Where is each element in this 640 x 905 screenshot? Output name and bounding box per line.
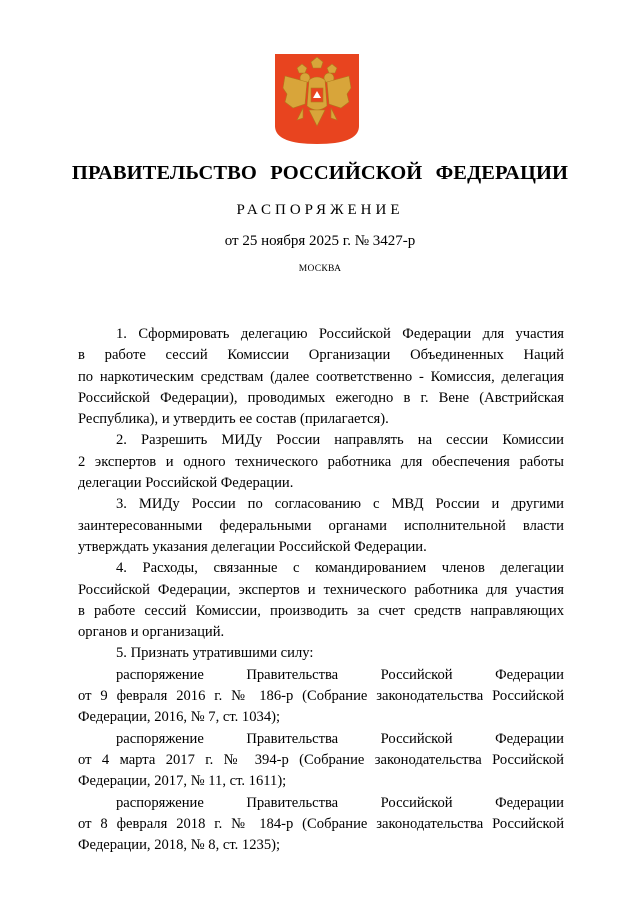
document-body bbox=[78, 324, 564, 856]
paragraph-line: 5. Признать утратившими силу: bbox=[116, 645, 314, 662]
paragraph bbox=[78, 665, 564, 729]
paragraph-line: делегации Российской Федерации. bbox=[78, 475, 294, 492]
paragraph bbox=[78, 430, 564, 494]
paragraph-line: утверждать указания делегации Российской Федерации. bbox=[78, 538, 427, 555]
government-title bbox=[0, 162, 640, 185]
paragraph-line: в работе сессий Комиссии, производить за счет средств направляющих bbox=[78, 602, 564, 619]
paragraph-line: распоряжение Правительства Российской Федерации bbox=[116, 730, 564, 747]
paragraph bbox=[78, 558, 564, 643]
paragraph-line: 1. Сформировать делегацию Российской Федерации для участия bbox=[116, 326, 564, 342]
coat-of-arms-emblem bbox=[275, 54, 359, 144]
paragraph-line: 2. Разрешить МИДу России направлять на сессии Комиссии bbox=[116, 432, 564, 449]
paragraph bbox=[78, 324, 564, 430]
title-word: ФЕДЕРАЦИИ bbox=[435, 162, 569, 184]
paragraph-line: Федерации, 2018, № 8, ст. 1235); bbox=[78, 837, 281, 854]
paragraph-line: распоряжение Правительства Российской Федерации bbox=[116, 794, 564, 811]
paragraph-line: по наркотическим средствам (далее соответственно - Комиссия, делегация bbox=[78, 368, 564, 385]
paragraph-line: от 4 марта 2017 г. № 394-р (Собрание законодательства Российской bbox=[78, 751, 564, 768]
document-city: МОСКВА bbox=[298, 264, 342, 274]
paragraph-line: Российской Федерации, экспертов и технического работника для участия bbox=[78, 581, 564, 598]
paragraph-line: органов и организаций. bbox=[78, 624, 225, 641]
paragraph-line: 2 экспертов и одного технического работника для обеспечения работы bbox=[78, 453, 564, 470]
paragraph-line: от 8 февраля 2018 г. № 184-р (Собрание законодательства Российской bbox=[78, 815, 564, 832]
paragraph-line: Федерации, 2016, № 7, ст. 1034); bbox=[78, 709, 281, 726]
paragraph bbox=[78, 793, 564, 857]
title-word: ПРАВИТЕЛЬСТВО bbox=[71, 162, 257, 184]
paragraph-line: заинтересованными федеральными органами исполнительной власти bbox=[78, 517, 564, 534]
paragraph bbox=[78, 494, 564, 558]
paragraph-line: Федерации, 2017, № 11, ст. 1611); bbox=[78, 773, 287, 790]
paragraph-line: распоряжение Правительства Российской Федерации bbox=[116, 666, 564, 683]
paragraph-line: 3. МИДу России по согласованию с МВД России и другими bbox=[116, 496, 564, 513]
paragraph-line: в работе сессий Комиссии Организации Объединенных Наций bbox=[78, 347, 564, 364]
paragraph-line: 4. Расходы, связанные с командированием членов делегации bbox=[116, 560, 564, 577]
paragraph bbox=[78, 729, 564, 793]
paragraph-line: Республика), и утвердить ее состав (прилагается). bbox=[78, 411, 389, 428]
title-word: РОССИЙСКОЙ bbox=[270, 162, 423, 184]
coat-of-arms-icon bbox=[275, 54, 359, 144]
document-type: РАСПОРЯЖЕНИЕ bbox=[236, 202, 404, 218]
paragraph-line: от 9 февраля 2016 г. № 186-р (Собрание законодательства Российской bbox=[78, 688, 564, 705]
paragraph-line: Российской Федерации), проводимых ежегодно в г. Вене (Австрийская bbox=[78, 389, 564, 406]
document-date-number: от 25 ноября 2025 г. № 3427-р bbox=[224, 233, 416, 249]
paragraph bbox=[78, 643, 564, 664]
